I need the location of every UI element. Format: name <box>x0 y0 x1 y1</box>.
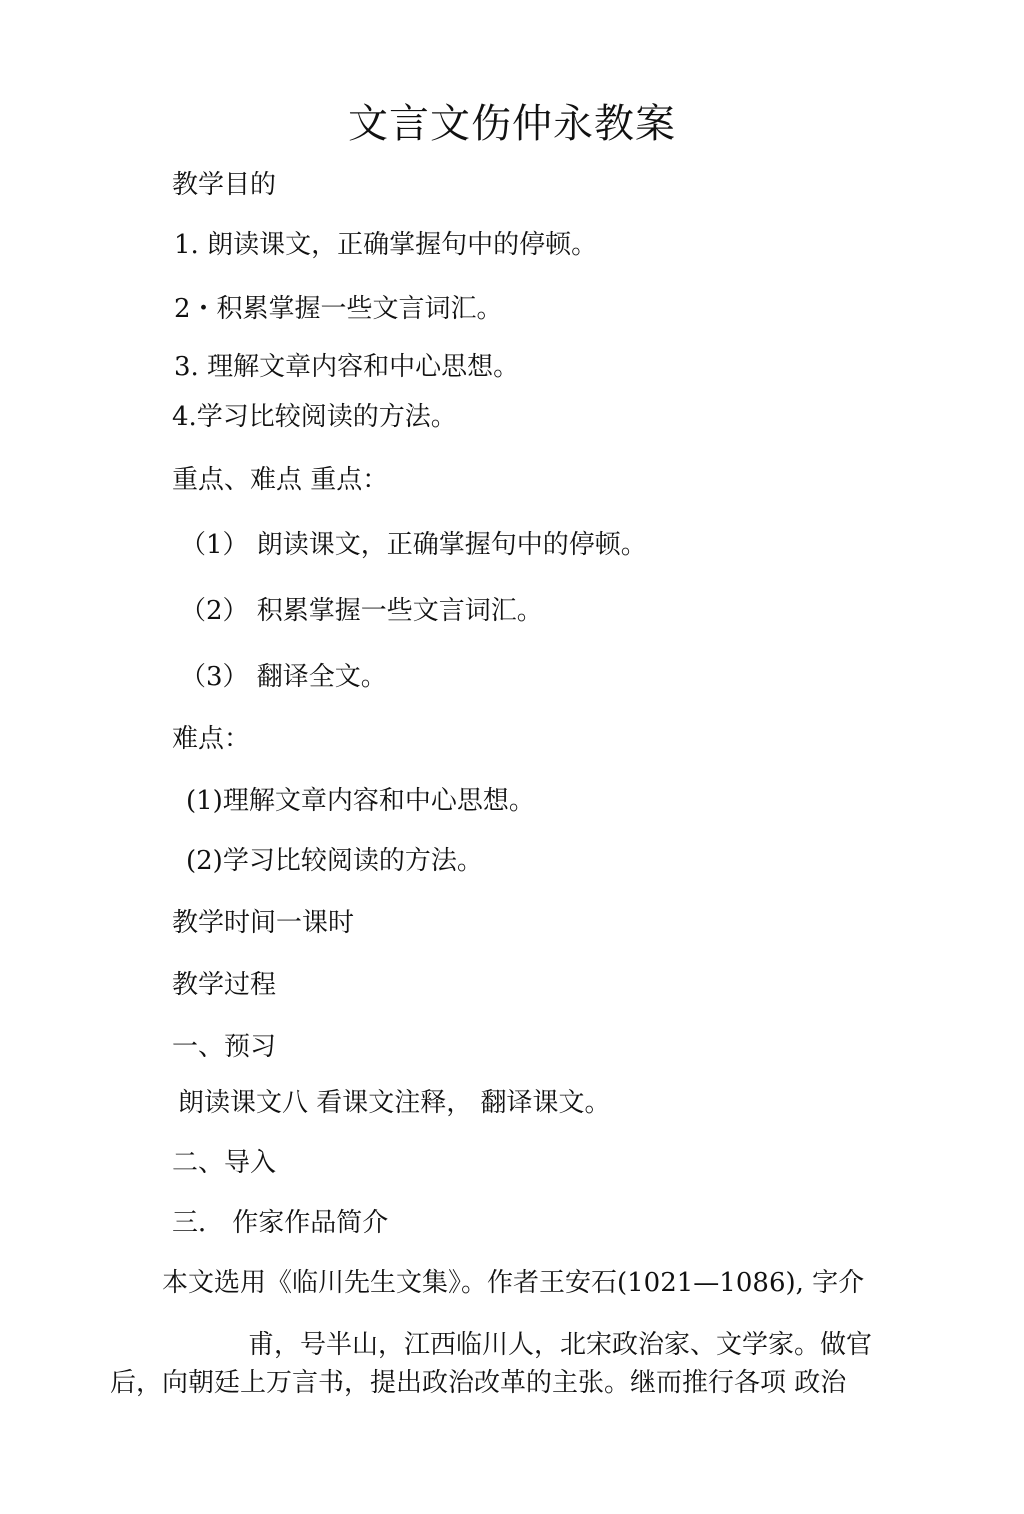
preview-line: 朗读课文八 看课文注释， 翻译课文。 <box>178 1088 611 1118</box>
teaching-time: 教学时间一课时 <box>172 908 355 938</box>
author-paragraph-line: 本文选用《临川先生文集》。作者王安石(1021—1086), 字介 <box>162 1268 865 1298</box>
author-paragraph-line: 后，向朝廷上万言书，提出政治改革的主张。继而推行各项 政治 <box>110 1368 847 1398</box>
key-point-item: （2） 积累掌握一些文言词汇。 <box>180 596 543 626</box>
key-point-item: （3） 翻译全文。 <box>180 662 387 692</box>
intro-heading: 二、导入 <box>172 1148 277 1178</box>
author-paragraph-line: 甫，号半山，江西临川人，北宋政治家、文学家。做官 <box>248 1330 873 1360</box>
document-title: 文言文伤仲永教案 <box>348 101 676 147</box>
objective-item: 2・积累掌握一些文言词汇。 <box>174 294 503 324</box>
key-point-item: （1） 朗读课文，正确掌握句中的停顿。 <box>180 530 647 560</box>
key-difficult-heading: 重点、难点 重点： <box>172 465 389 495</box>
difficult-heading: 难点： <box>172 724 251 754</box>
process-heading: 教学过程 <box>172 970 277 1000</box>
objective-item: 4.学习比较阅读的方法。 <box>172 402 457 432</box>
objective-item: 3. 理解文章内容和中心思想。 <box>174 352 520 382</box>
objective-item: 1. 朗读课文，正确掌握句中的停顿。 <box>174 230 598 260</box>
author-heading: 三． 作家作品简介 <box>172 1208 389 1238</box>
difficult-point-item: (2)学习比较阅读的方法。 <box>186 846 483 876</box>
difficult-point-item: (1)理解文章内容和中心思想。 <box>186 786 535 816</box>
objectives-heading: 教学目的 <box>172 170 277 200</box>
preview-heading: 一、预习 <box>172 1032 277 1062</box>
